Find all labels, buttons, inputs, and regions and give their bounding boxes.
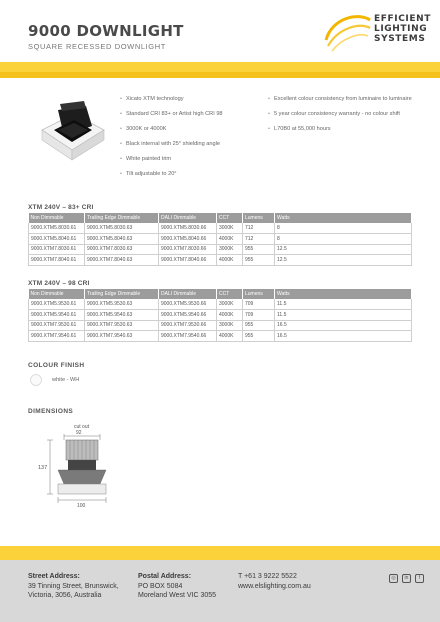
table-cell: 709 <box>243 299 275 310</box>
table-cell: 16.5 <box>275 320 412 331</box>
page-footer <box>0 560 440 622</box>
logo-line-1: EFFICIENT <box>374 14 431 24</box>
column-header: Trailing Edge Dimmable <box>85 289 159 299</box>
column-header: Lumens <box>243 213 275 223</box>
postal-address-line: Moreland West VIC 3055 <box>138 592 217 599</box>
table-cell: 3000K <box>217 223 243 234</box>
cutout-value: 92 <box>76 430 82 436</box>
table-cell: 9000.XTM5.8030.66 <box>159 223 217 234</box>
table-cell: 9000.XTM5.9530.63 <box>85 299 159 310</box>
table-cell: 712 <box>243 234 275 245</box>
table-98-cri-title: XTM 240V – 98 CRI <box>28 280 90 287</box>
logo-swoosh-icon <box>322 10 374 56</box>
table-cell: 9000.XTM7.8040.66 <box>159 255 217 266</box>
table-cell: 9000.XTM7.8040.63 <box>85 255 159 266</box>
feature-item: • Xicato XTM technology <box>120 96 260 103</box>
table-row <box>29 234 412 245</box>
table-cell: 9000.XTM7.9530.63 <box>85 320 159 331</box>
column-header: Lumens <box>243 289 275 299</box>
feature-item: • Standard CRI 83+ or Artist high CRI 98 <box>120 111 260 118</box>
website-link[interactable]: www.elslighting.com.au <box>238 582 311 590</box>
table-cell: 955 <box>243 255 275 266</box>
feature-item: • Excellent colour consistency from luminaire to luminaire <box>268 96 418 103</box>
company-logo <box>322 10 432 60</box>
table-cell: 4000K <box>217 310 243 321</box>
street-address-line: Victoria, 3056, Australia <box>28 592 102 599</box>
table-row <box>29 223 412 234</box>
dimensions-title: DIMENSIONS <box>28 408 74 415</box>
table-cell: 9000.XTM5.8030.61 <box>29 223 85 234</box>
table-row <box>29 331 412 342</box>
phone-number: T +61 3 9222 5522 <box>238 573 297 580</box>
table-cell: 4000K <box>217 234 243 245</box>
column-header: DALI Dimmable <box>159 213 217 223</box>
table-row <box>29 255 412 266</box>
width-value: 100 <box>77 503 86 509</box>
table-cell: 3000K <box>217 320 243 331</box>
table-cell: 8 <box>275 234 412 245</box>
table-cell: 955 <box>243 320 275 331</box>
feature-item: • Tilt adjustable to 20° <box>120 171 260 178</box>
table-cell: 9000.XTM5.8040.63 <box>85 234 159 245</box>
table-83-cri-title: XTM 240V – 83+ CRI <box>28 204 94 211</box>
page-title: 9000 DOWNLIGHT <box>28 22 184 40</box>
product-image <box>36 100 108 172</box>
colour-finish-label: white - WH <box>52 377 80 383</box>
table-cell: 8 <box>275 223 412 234</box>
table-row <box>29 244 412 255</box>
table-cell: 9000.XTM7.9540.66 <box>159 331 217 342</box>
table-cell: 12.5 <box>275 255 412 266</box>
table-cell: 12.5 <box>275 244 412 255</box>
table-header-row <box>29 213 412 223</box>
table-cell: 4000K <box>217 331 243 342</box>
table-cell: 9000.XTM7.9530.66 <box>159 320 217 331</box>
white-swatch <box>30 374 42 386</box>
feature-item: • 3000K or 4000K <box>120 126 260 133</box>
column-header: Watts <box>275 289 412 299</box>
table-cell: 955 <box>243 244 275 255</box>
table-cell: 11.5 <box>275 310 412 321</box>
table-cell: 9000.XTM5.9530.66 <box>159 299 217 310</box>
spec-table-83-cri <box>28 213 412 266</box>
table-cell: 9000.XTM5.9530.61 <box>29 299 85 310</box>
table-cell: 9000.XTM7.9530.61 <box>29 320 85 331</box>
table-cell: 9000.XTM5.8030.63 <box>85 223 159 234</box>
colour-finish-title: COLOUR FINISH <box>28 362 85 369</box>
table-cell: 9000.XTM5.9540.63 <box>85 310 159 321</box>
spec-table-98-cri <box>28 289 412 342</box>
feature-item: • 5 year colour consistency warranty - no colour shift <box>268 111 418 118</box>
table-cell: 9000.XTM7.9540.63 <box>85 331 159 342</box>
table-cell: 16.5 <box>275 331 412 342</box>
table-cell: 11.5 <box>275 299 412 310</box>
column-header: CCT <box>217 213 243 223</box>
table-header-row <box>29 289 412 299</box>
instagram-icon[interactable]: ◎ <box>389 574 398 583</box>
height-value: 137 <box>38 465 48 471</box>
feature-list-primary <box>120 96 260 186</box>
table-cell: 955 <box>243 331 275 342</box>
table-cell: 9000.XTM5.9540.61 <box>29 310 85 321</box>
table-cell: 3000K <box>217 244 243 255</box>
column-header: Non Dimmable <box>29 213 85 223</box>
dimension-drawing <box>28 424 138 514</box>
page-subtitle: SQUARE RECESSED DOWNLIGHT <box>28 42 166 51</box>
postal-address-line: PO BOX 5084 <box>138 582 183 590</box>
column-header: Trailing Edge Dimmable <box>85 213 159 223</box>
table-row <box>29 310 412 321</box>
table-cell: 9000.XTM5.9540.66 <box>159 310 217 321</box>
table-row <box>29 299 412 310</box>
feature-item: • White painted trim <box>120 156 260 163</box>
contact-block <box>238 572 311 591</box>
column-header: CCT <box>217 289 243 299</box>
table-cell: 3000K <box>217 299 243 310</box>
table-cell: 9000.XTM5.8040.66 <box>159 234 217 245</box>
feature-list-secondary <box>268 96 418 141</box>
logo-line-3: SYSTEMS <box>374 34 426 44</box>
logo-line-2: LIGHTING <box>374 24 428 34</box>
facebook-icon[interactable]: f <box>415 574 424 583</box>
postal-address-heading: Postal Address: <box>138 573 192 580</box>
table-cell: 9000.XTM7.8030.66 <box>159 244 217 255</box>
table-cell: 9000.XTM7.8030.61 <box>29 244 85 255</box>
table-cell: 9000.XTM7.8030.63 <box>85 244 159 255</box>
column-header: DALI Dimmable <box>159 289 217 299</box>
street-address-block <box>28 572 119 601</box>
feature-item: • Black internal with 25° shielding angle <box>120 141 260 148</box>
street-address-heading: Street Address: <box>28 573 80 580</box>
header-accent-bar-shadow <box>0 72 440 78</box>
table-cell: 709 <box>243 310 275 321</box>
postal-address-block <box>138 572 216 601</box>
table-cell: 712 <box>243 223 275 234</box>
table-row <box>29 320 412 331</box>
column-header: Watts <box>275 213 412 223</box>
table-cell: 9000.XTM7.8040.61 <box>29 255 85 266</box>
feature-item: • L70B0 at 55,000 hours <box>268 126 418 133</box>
column-header: Non Dimmable <box>29 289 85 299</box>
street-address-line: 39 Tinning Street, Brunswick, <box>28 582 119 590</box>
footer-accent-bar <box>0 546 440 560</box>
linkedin-icon[interactable]: in <box>402 574 411 583</box>
table-cell: 4000K <box>217 255 243 266</box>
table-cell: 9000.XTM5.8040.61 <box>29 234 85 245</box>
table-cell: 9000.XTM7.9540.61 <box>29 331 85 342</box>
cutout-label: cut out <box>74 424 90 430</box>
